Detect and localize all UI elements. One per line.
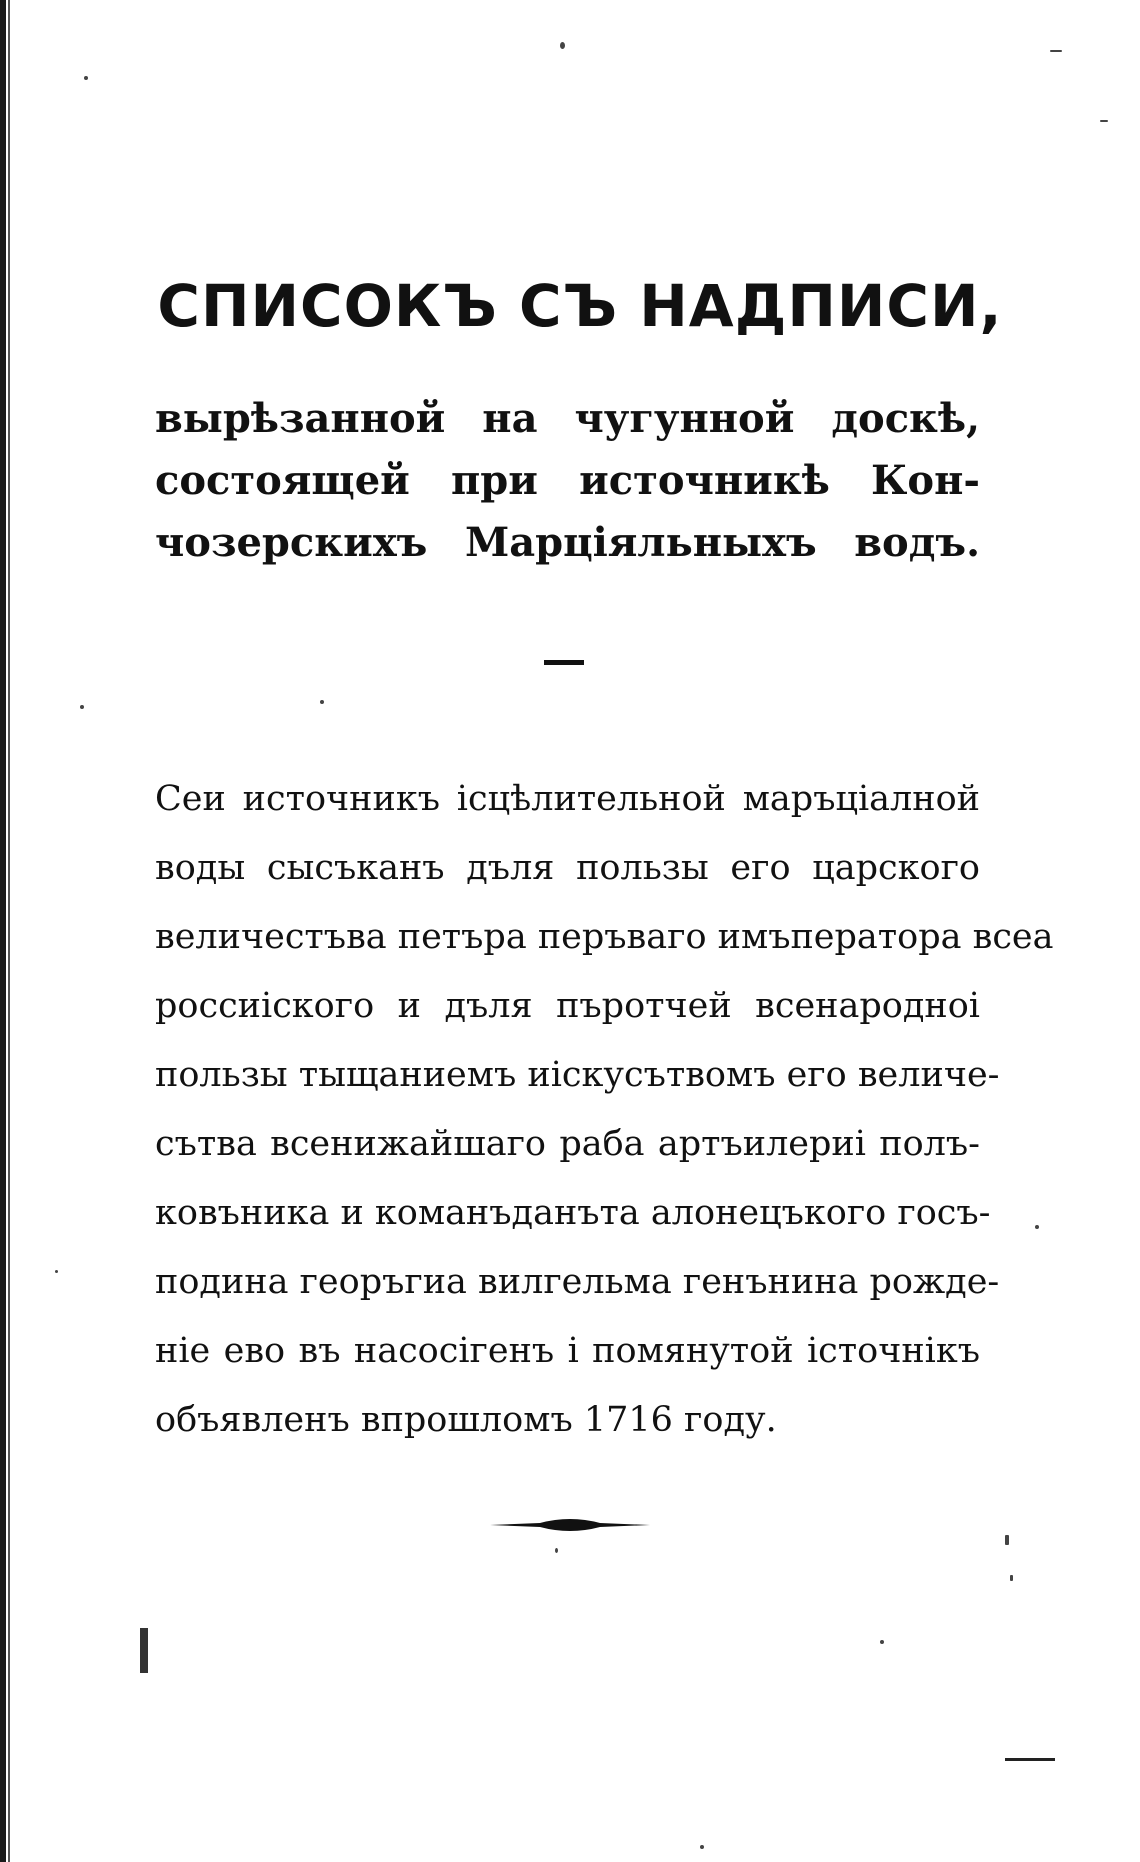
page-binding-edge xyxy=(0,0,6,1862)
inscription-body xyxy=(155,765,1054,1455)
print-speck xyxy=(1005,1535,1009,1545)
print-speck xyxy=(700,1845,704,1849)
body-line: Сеи источникъ ісцѣлительной маръціалной xyxy=(155,779,980,819)
margin-mark xyxy=(140,1628,148,1673)
body-line: ніе ево въ насосігенъ і помянутой істочнікъ xyxy=(155,1331,980,1371)
page-binding-edge-inner xyxy=(8,0,10,1862)
subtitle-block xyxy=(155,388,980,574)
margin-mark xyxy=(1005,1758,1055,1761)
print-speck xyxy=(1100,120,1108,122)
body-line: ковъника и команъданъта алонецъкого госъ- xyxy=(155,1193,991,1233)
print-speck xyxy=(560,42,565,49)
page-title: СПИСОКЪ СЪ НАДПИСИ, xyxy=(157,272,1003,340)
subtitle-line: чозерскихъ Марціяльныхъ водъ. xyxy=(155,519,980,566)
body-line: подина георъгиа вилгельма генънина рожде- xyxy=(155,1262,1000,1302)
print-speck xyxy=(80,705,84,709)
body-line: сътва всенижайшаго раба артъилериі полъ- xyxy=(155,1124,980,1164)
print-speck xyxy=(84,76,88,80)
print-speck xyxy=(880,1640,884,1644)
body-line: россиіского и дъля пъротчей всенародноі xyxy=(155,986,980,1026)
body-line: воды сысъканъ дъля пользы его царского xyxy=(155,848,980,888)
print-speck xyxy=(1050,50,1062,52)
print-speck xyxy=(1035,1225,1039,1229)
print-speck xyxy=(320,700,324,704)
end-ornament-rule xyxy=(490,1518,650,1532)
body-line: пользы тыщаниемъ иіскусътвомъ его величе- xyxy=(155,1055,1000,1095)
body-line: величестъва петъра перъваго имъператора всеа xyxy=(155,917,1054,957)
section-divider-rule xyxy=(544,660,584,665)
subtitle-line: вырѣзанной на чугунной доскѣ, xyxy=(155,395,980,442)
print-speck xyxy=(55,1270,58,1273)
print-speck xyxy=(1010,1575,1013,1581)
subtitle-line: состоящей при источникѣ Кон- xyxy=(155,457,980,504)
print-speck xyxy=(555,1548,558,1553)
body-line: объявленъ впрошломъ 1716 году. xyxy=(155,1400,777,1440)
